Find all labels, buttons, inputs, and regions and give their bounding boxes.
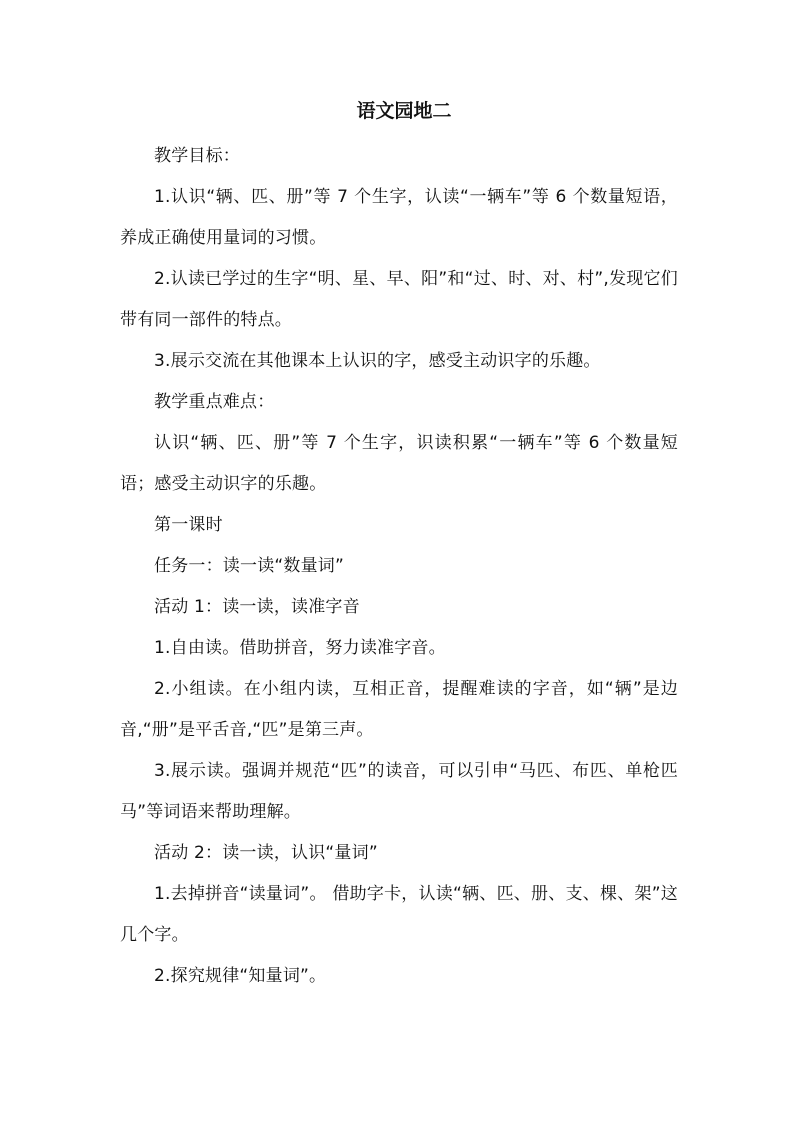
paragraph-step-show-read: 3.展示读。强调并规范“匹”的读音，可以引申“马匹、布匹、单枪匹马”等词语来帮助理解。 <box>120 761 678 822</box>
paragraph-objectives-heading: 教学目标： <box>154 146 240 166</box>
paragraph-objective-2: 2.认读已学过的生字“明、星、早、阳”和“过、时、对、村”,发现它们带有同一部件的特点。 <box>120 269 678 330</box>
paragraph-step-group-read: 2.小组读。在小组内读，互相正音，提醒难读的字音，如“辆”是边音,“册”是平舌音,“匹”是第三声。 <box>120 679 678 740</box>
paragraph-objective-3: 3.展示交流在其他课本上认识的字，感受主动识字的乐趣。 <box>154 351 601 371</box>
paragraph-task-one: 任务一：读一读“数量词” <box>154 556 345 576</box>
document-title: 语文园地二 <box>356 100 452 122</box>
paragraph-step-explore-rules: 2.探究规律“知量词”。 <box>154 966 327 986</box>
paragraph-step-read-measure-words: 1.去掉拼音“读量词”。 借助字卡，认读“辆、匹、册、支、棵、架”这几个字。 <box>120 884 678 945</box>
paragraph-key-points-heading: 教学重点难点： <box>154 392 275 412</box>
document-page <box>120 100 678 997</box>
paragraph-objective-1: 1.认识“辆、匹、册”等 7 个生字，认读“一辆车”等 6 个数量短语，养成正确使用量词的习惯。 <box>120 187 678 248</box>
paragraph-key-points: 认识“辆、匹、册”等 7 个生字，识读积累“一辆车”等 6 个数量短语；感受主动识字的乐趣。 <box>120 433 678 494</box>
paragraph-step-free-read: 1.自由读。借助拼音，努力读准字音。 <box>154 638 446 658</box>
paragraph-lesson-one: 第一课时 <box>154 515 223 535</box>
paragraph-activity-one: 活动 1：读一读，读准字音 <box>154 597 360 617</box>
paragraph-activity-two: 活动 2：读一读，认识“量词” <box>154 843 378 863</box>
